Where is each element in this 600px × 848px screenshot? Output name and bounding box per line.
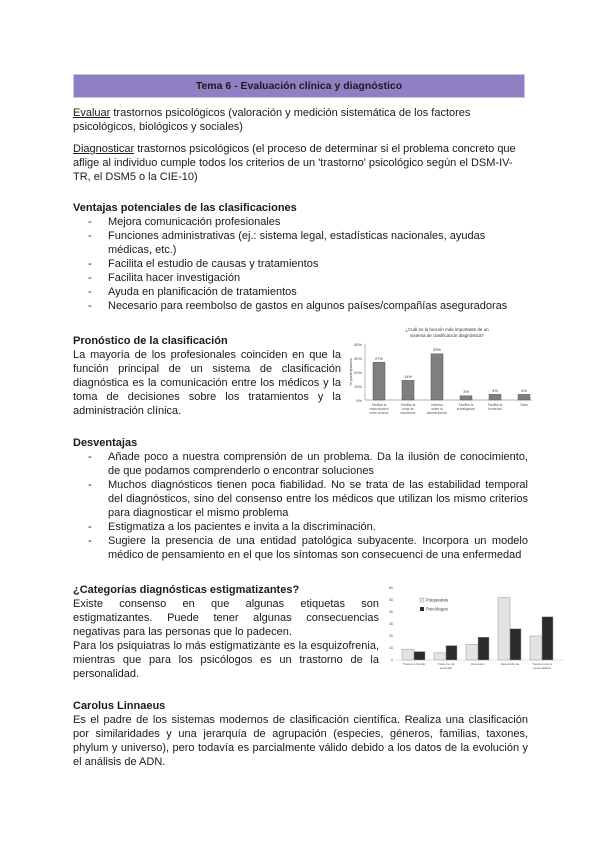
pronostico-section bbox=[73, 334, 341, 418]
ventajas-list bbox=[73, 215, 528, 313]
svg-text:27%: 27% bbox=[374, 356, 384, 361]
svg-text:4%: 4% bbox=[492, 388, 498, 393]
list-item: - Añade poco a nuestra comprensión de un problema. Da la ilusión de conocimiento, de que podamos comprenderlo o encontrar soluciones bbox=[108, 450, 528, 478]
list-item: - Facilita hacer investigación bbox=[108, 271, 528, 285]
svg-text:Psicólogos: Psicólogos bbox=[426, 606, 448, 612]
svg-text:Facilitar la: Facilitar la bbox=[400, 403, 416, 407]
svg-text:¿Cuál es la función más import: ¿Cuál es la función más importante de un bbox=[405, 327, 489, 332]
svg-text:20: 20 bbox=[389, 634, 393, 638]
list-item: - Muchos diagnósticos tienen poca fiabilidad. No se trata de las estabilidad temporal del diagnósticos, sino del consenso entre los médicos que utilizan los mismo criterios para diagnosticar el mismo problema bbox=[108, 478, 528, 520]
svg-text:% participantes: % participantes bbox=[348, 358, 353, 386]
evaluar-term: Evaluar bbox=[73, 107, 111, 119]
list-item: - Facilita el estudio de causas y tratamientos bbox=[108, 257, 528, 271]
svg-text:Trastorno de la: Trastorno de la bbox=[531, 662, 553, 666]
function-chart bbox=[347, 324, 532, 430]
evaluar-text: trastornos psicológicos (valoración y medición sistemática de los factores psicológicos, biológicos y sociales) bbox=[73, 107, 471, 133]
svg-text:4%: 4% bbox=[521, 388, 527, 393]
desventajas-list bbox=[73, 450, 528, 562]
linnaeus-section bbox=[73, 699, 528, 769]
svg-text:Facilitar la: Facilitar la bbox=[458, 403, 474, 407]
svg-text:Facilitar la: Facilitar la bbox=[371, 403, 387, 407]
list-item: - Mejora comunicación profesionales bbox=[108, 215, 528, 229]
diagnosticar-definition bbox=[73, 142, 528, 184]
svg-text:Esquizofrenia: Esquizofrenia bbox=[500, 662, 520, 666]
linnaeus-text: Es el padre de los sistemas modernos de clasificación científica. Realiza una clasificación por similaridades y una jerarquía de agrupación (especies, géneros, familias, taxones, phylum y universo), pero todavía es parcialmente válido debido a los datos de la evolución y el análisis de ADN. bbox=[73, 714, 528, 768]
svg-text:ansiedad: ansiedad bbox=[439, 666, 453, 670]
svg-text:comunicación: comunicación bbox=[369, 407, 389, 411]
svg-text:10%: 10% bbox=[353, 384, 362, 389]
list-item: - Ayuda en planificación de tratamientos bbox=[108, 285, 528, 299]
function-bar-chart bbox=[347, 324, 532, 430]
svg-text:Trastorno de: Trastorno de bbox=[437, 662, 455, 666]
pronostico-heading: Pronóstico de la clasificación bbox=[73, 335, 228, 347]
svg-text:30: 30 bbox=[389, 622, 393, 626]
stigma-bar-chart bbox=[388, 580, 564, 680]
ventajas-section bbox=[73, 201, 528, 313]
svg-text:sistema de clasificación diagn: sistema de clasificación diagnóstica? bbox=[410, 333, 484, 338]
ventajas-heading: Ventajas potenciales de las clasificaciones bbox=[73, 202, 297, 214]
estigma-text-2: Para los psiquiatras lo más estigmatizante es la esquizofrenia, mientras que para los psicólogos es un trastorno de la personalidad. bbox=[73, 640, 379, 680]
linnaeus-heading: Carolus Linnaeus bbox=[73, 700, 166, 712]
diagnosticar-term: Diagnosticar bbox=[73, 143, 135, 155]
svg-text:investigación: investigación bbox=[456, 407, 476, 411]
list-item: - Necesario para reembolso de gastos en algunos países/compañías aseguradoras bbox=[108, 299, 528, 313]
svg-text:3%: 3% bbox=[463, 389, 469, 394]
estigma-text-1: Existe consenso en que algunas etiquetas son estigmatizantes. Puede tener algunas consecuencias negativas para las personas que lo padecen. bbox=[73, 598, 379, 638]
svg-text:toma de: toma de bbox=[402, 407, 414, 411]
svg-text:formación: formación bbox=[488, 407, 502, 411]
svg-text:20%: 20% bbox=[353, 370, 362, 375]
list-item: - Sugiere la presencia de una entidad patológica subyacente. Incorpora un modelo médico de pensamiento en el que los síntomas son consecuenci de una enfermedad bbox=[108, 534, 528, 562]
svg-text:14%: 14% bbox=[403, 374, 413, 379]
svg-text:40: 40 bbox=[389, 610, 393, 614]
svg-text:sobre la: sobre la bbox=[431, 407, 443, 411]
svg-text:60: 60 bbox=[389, 586, 393, 590]
evaluar-definition bbox=[73, 106, 528, 134]
svg-text:Facilitar la: Facilitar la bbox=[487, 403, 503, 407]
svg-text:40%: 40% bbox=[353, 342, 362, 347]
page-title: Tema 6 - Evaluación clínica y diagnóstico bbox=[195, 80, 403, 92]
estigma-section bbox=[73, 583, 379, 681]
svg-text:50: 50 bbox=[389, 598, 393, 602]
pronostico-text: La mayoría de los profesionales coinciden en que la función principal de un sistema de clasificación diagnóstica es la comunicación entre los médicos y la toma de decisiones sobre los tratamientos y la administración clínica. bbox=[73, 349, 341, 417]
diagnosticar-text: trastornos psicológicos (el proceso de determinar si el problema concreto que aflige al individuo cumple todos los criterios de un 'trastorno' psicológico según el DSM-IV-TR, el DSM5 o la CIE-10) bbox=[73, 143, 516, 183]
svg-text:33%: 33% bbox=[432, 347, 442, 352]
desventajas-section bbox=[73, 436, 528, 562]
svg-text:0: 0 bbox=[391, 658, 393, 662]
list-item: - Funciones administrativas (ej.: sistema legal, estadísticas nacionales, ayudas médicas, etc.) bbox=[108, 229, 528, 257]
intro-section bbox=[73, 106, 528, 184]
desventajas-heading: Desventajas bbox=[73, 437, 138, 449]
svg-text:Informar: Informar bbox=[431, 403, 443, 407]
svg-text:0%: 0% bbox=[356, 398, 362, 403]
svg-text:decisiones: decisiones bbox=[400, 411, 416, 415]
stigma-chart bbox=[388, 580, 564, 680]
svg-text:10: 10 bbox=[389, 646, 393, 650]
svg-text:30%: 30% bbox=[353, 356, 362, 361]
svg-text:personalidad: personalidad bbox=[533, 666, 551, 670]
svg-text:administración: administración bbox=[426, 411, 448, 415]
list-item: - Estigmatiza a los pacientes e invita a la discriminación. bbox=[108, 520, 528, 534]
estigma-heading: ¿Categorías diagnósticas estigmatizantes? bbox=[73, 584, 300, 596]
svg-text:Trastorno bipolar: Trastorno bipolar bbox=[402, 662, 426, 666]
svg-text:Depresión: Depresión bbox=[471, 662, 485, 666]
svg-text:Psiquiatras: Psiquiatras bbox=[426, 597, 449, 603]
page-title-banner bbox=[73, 74, 525, 98]
svg-text:Otras: Otras bbox=[520, 403, 528, 407]
svg-text:entre clínicos: entre clínicos bbox=[369, 411, 389, 415]
